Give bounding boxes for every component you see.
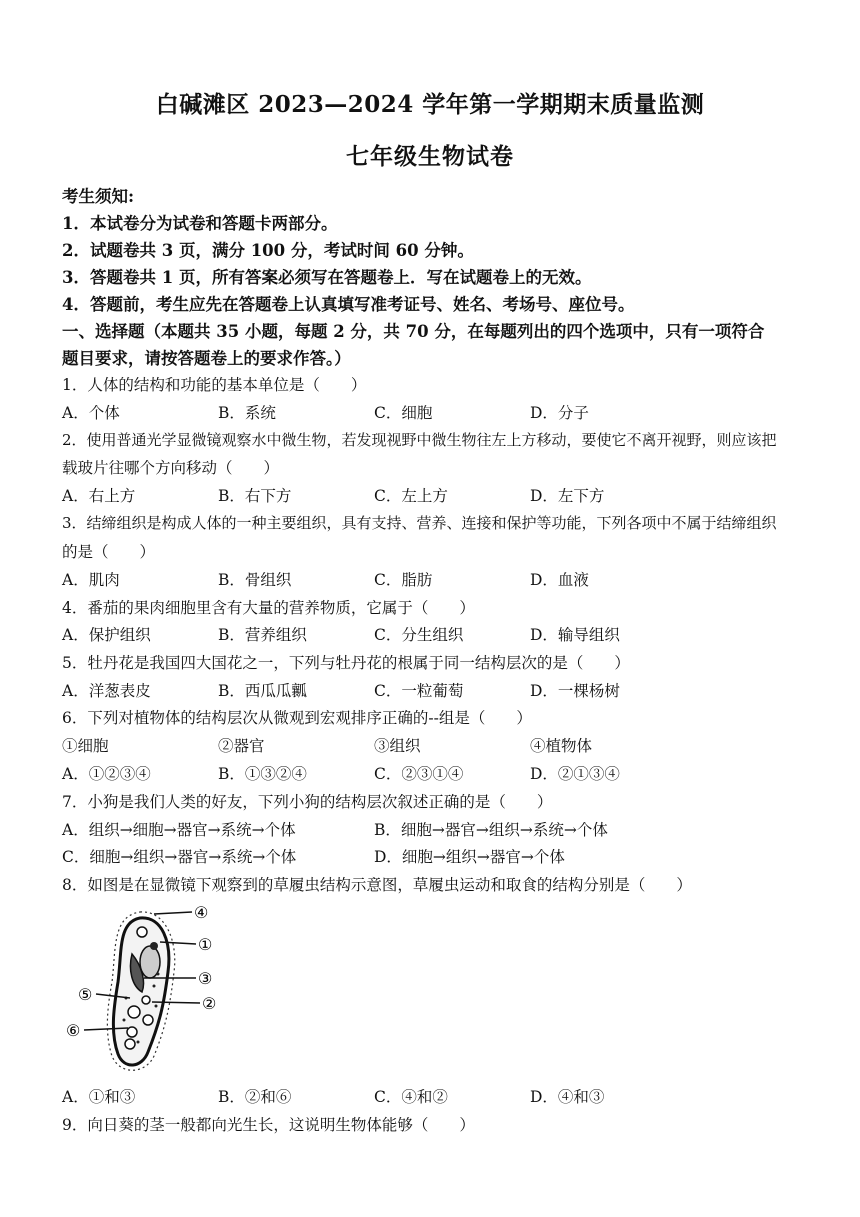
- q1-option-c: C．细胞: [374, 404, 433, 422]
- q2-option-a: A．右上方: [62, 487, 136, 505]
- section-heading-line-1: 一、选择题（本题共 35 小题，每题 2 分，共 70 分，在每题列出的四个选项中，只有一项符合: [62, 322, 765, 341]
- q4-option-c: C．分生组织: [374, 626, 464, 644]
- figure-label-1: ①: [198, 935, 213, 954]
- food-vacuole: [127, 1027, 137, 1037]
- question-3-stem-line-1: 3．结缔组织是构成人体的一种主要组织，具有支持、营养、连接和保护等功能，下列各项中不属于结缔组织: [62, 514, 777, 532]
- q3-option-a: A．肌肉: [62, 571, 120, 589]
- q3-option-d: D．血液: [530, 571, 589, 589]
- q1-option-a: A．个体: [62, 404, 120, 422]
- figure-label-5: ⑤: [78, 985, 93, 1004]
- q1-option-b: B．系统: [218, 404, 276, 422]
- question-9-stem: 9．向日葵的茎一般都向光生长，这说明生物体能够（ ）: [62, 1116, 475, 1134]
- q6-option-a: A．①②③④: [62, 765, 151, 783]
- question-4-stem: 4．番茄的果肉细胞里含有大量的营养物质，它属于（ ）: [62, 599, 475, 617]
- notice-heading: 考生须知:: [62, 187, 135, 206]
- q2-option-b: B．右下方: [218, 487, 292, 505]
- figure-label-2: ②: [202, 994, 217, 1013]
- question-8-stem: 8．如图是在显微镜下观察到的草履虫结构示意图，草履虫运动和取食的结构分别是（ ）: [62, 876, 692, 894]
- q7-option-a: A．组织→细胞→器官→系统→个体: [62, 821, 296, 839]
- q6-option-b: B．①③②④: [218, 765, 307, 783]
- notice-item-3: 3．答题卷共 1 页，所有答案必须写在答题卷上．写在试题卷上的无效。: [62, 268, 592, 287]
- section-heading-line-2: 题目要求，请按答题卷上的要求作答。）: [62, 349, 351, 368]
- paramecium-diagram: [62, 902, 232, 1074]
- q2-option-d: D．左下方: [530, 487, 605, 505]
- q8-option-d: D．④和③: [530, 1088, 605, 1106]
- q7-option-c: C．细胞→组织→器官→系统→个体: [62, 848, 297, 866]
- food-vacuole: [143, 1015, 153, 1025]
- q3-option-b: B．骨组织: [218, 571, 292, 589]
- food-vacuole: [142, 996, 150, 1004]
- q3-option-c: C．脂肪: [374, 571, 433, 589]
- question-6-stem: 6．下列对植物体的结构层次从微观到宏观排序正确的--组是（ ）: [62, 709, 532, 727]
- q5-option-d: D．一棵杨树: [530, 682, 620, 700]
- q2-option-c: C．左上方: [374, 487, 448, 505]
- q6-item-1: ①细胞: [62, 737, 109, 755]
- q6-item-2: ②器官: [218, 737, 265, 755]
- q4-option-a: A．保护组织: [62, 626, 151, 644]
- notice-item-4: 4．答题前，考生应先在答题卷上认真填写准考证号、姓名、考场号、座位号。: [62, 295, 635, 314]
- q5-option-c: C．一粒葡萄: [374, 682, 464, 700]
- q5-option-b: B．西瓜瓜瓤: [218, 682, 307, 700]
- q7-option-b: B．细胞→器官→组织→系统→个体: [374, 821, 608, 839]
- question-3-stem-line-2: 的是（ ）: [62, 543, 156, 561]
- q6-item-4: ④植物体: [530, 737, 593, 755]
- paramecium-micronucleus: [150, 942, 158, 950]
- q5-option-a: A．洋葱表皮: [62, 682, 151, 700]
- question-7-stem: 7．小狗是我们人类的好友，下列小狗的结构层次叙述正确的是（ ）: [62, 793, 553, 811]
- contractile-vacuole: [125, 1039, 135, 1049]
- food-vacuole: [128, 1006, 140, 1018]
- q8-option-a: A．①和③: [62, 1088, 136, 1106]
- q8-option-c: C．④和②: [374, 1088, 448, 1106]
- q7-option-d: D．细胞→组织→器官→个体: [374, 848, 565, 866]
- q6-option-c: C．②③①④: [374, 765, 464, 783]
- exam-title: 白碱滩区 2023—2024 学年第一学期期末质量监测: [155, 91, 705, 118]
- paramecium-figure: [62, 902, 232, 1074]
- question-1-stem: 1．人体的结构和功能的基本单位是（ ）: [62, 376, 367, 394]
- exam-subtitle: 七年级生物试卷: [346, 143, 514, 170]
- question-2-stem-line-2: 载玻片往哪个方向移动（ ）: [62, 459, 280, 477]
- q1-option-d: D．分子: [530, 404, 589, 422]
- question-2-stem-line-1: 2．使用普通光学显微镜观察水中微生物，若发现视野中微生物往左上方移动，要使它不离开视野，则应该把: [62, 431, 777, 449]
- figure-label-6: ⑥: [66, 1021, 81, 1040]
- contractile-vacuole: [137, 927, 147, 937]
- q4-option-b: B．营养组织: [218, 626, 307, 644]
- question-5-stem: 5．牡丹花是我国四大国花之一，下列与牡丹花的根属于同一结构层次的是（ ）: [62, 654, 630, 672]
- q4-option-d: D．输导组织: [530, 626, 620, 644]
- q6-option-d: D．②①③④: [530, 765, 620, 783]
- q8-option-b: B．②和⑥: [218, 1088, 292, 1106]
- notice-item-1: 1．本试卷分为试卷和答题卡两部分。: [62, 214, 338, 233]
- q6-item-3: ③组织: [374, 737, 421, 755]
- figure-label-4: ④: [194, 903, 209, 922]
- figure-label-3: ③: [198, 969, 213, 988]
- notice-item-2: 2．试题卷共 3 页，满分 100 分，考试时间 60 分钟。: [62, 241, 474, 260]
